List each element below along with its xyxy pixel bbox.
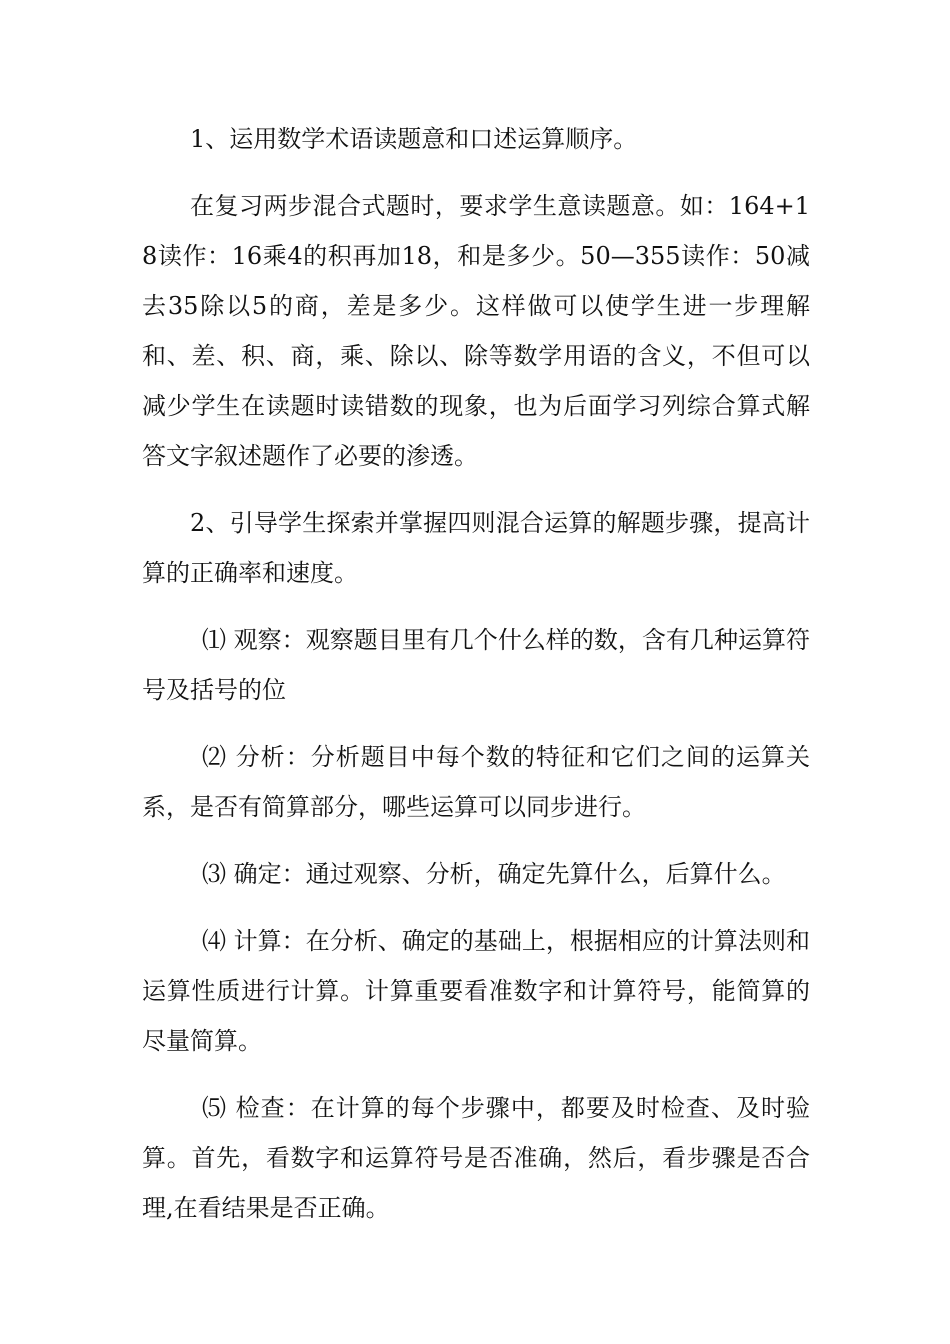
paragraph-step-determine: ⑶ 确定：通过观察、分析，确定先算什么，后算什么。 <box>202 860 786 888</box>
paragraph-body-1: 在复习两步混合式题时，要求学生意读题意。如：164+18读作：16乘4的积再加18，和是多少。50—355读作：50减去35除以5的商，差是多少。这样做可以使学生进一步理解和、差、积、商，乘、除以、除等数学用语的含义，不但可以减少学生在读题时读错数的现象，也为后面学习列综合算式解答文字叙述题作了必要的渗透。 <box>142 192 810 470</box>
paragraph-step-analyze: ⑵ 分析：分析题目中每个数的特征和它们之间的运算关系，是否有简算部分，哪些运算可以同步进行。 <box>142 743 810 821</box>
paragraph-step-check: ⑸ 检查：在计算的每个步骤中，都要及时检查、及时验算。首先，看数字和运算符号是否准确，然后，看步骤是否合理,在看结果是否正确。 <box>142 1094 810 1222</box>
paragraph-step-observe: ⑴ 观察：观察题目里有几个什么样的数，含有几种运算符号及括号的位 <box>142 626 810 704</box>
paragraph-heading-2: 2、引导学生探索并掌握四则混合运算的解题步骤，提高计算的正确率和速度。 <box>142 509 810 587</box>
document-body <box>142 114 810 1250</box>
paragraph-step-calculate: ⑷ 计算：在分析、确定的基础上，根据相应的计算法则和运算性质进行计算。计算重要看准数字和计算符号，能简算的尽量简算。 <box>142 927 810 1055</box>
paragraph-heading-1: 1、运用数学术语读题意和口述运算顺序。 <box>190 125 638 153</box>
